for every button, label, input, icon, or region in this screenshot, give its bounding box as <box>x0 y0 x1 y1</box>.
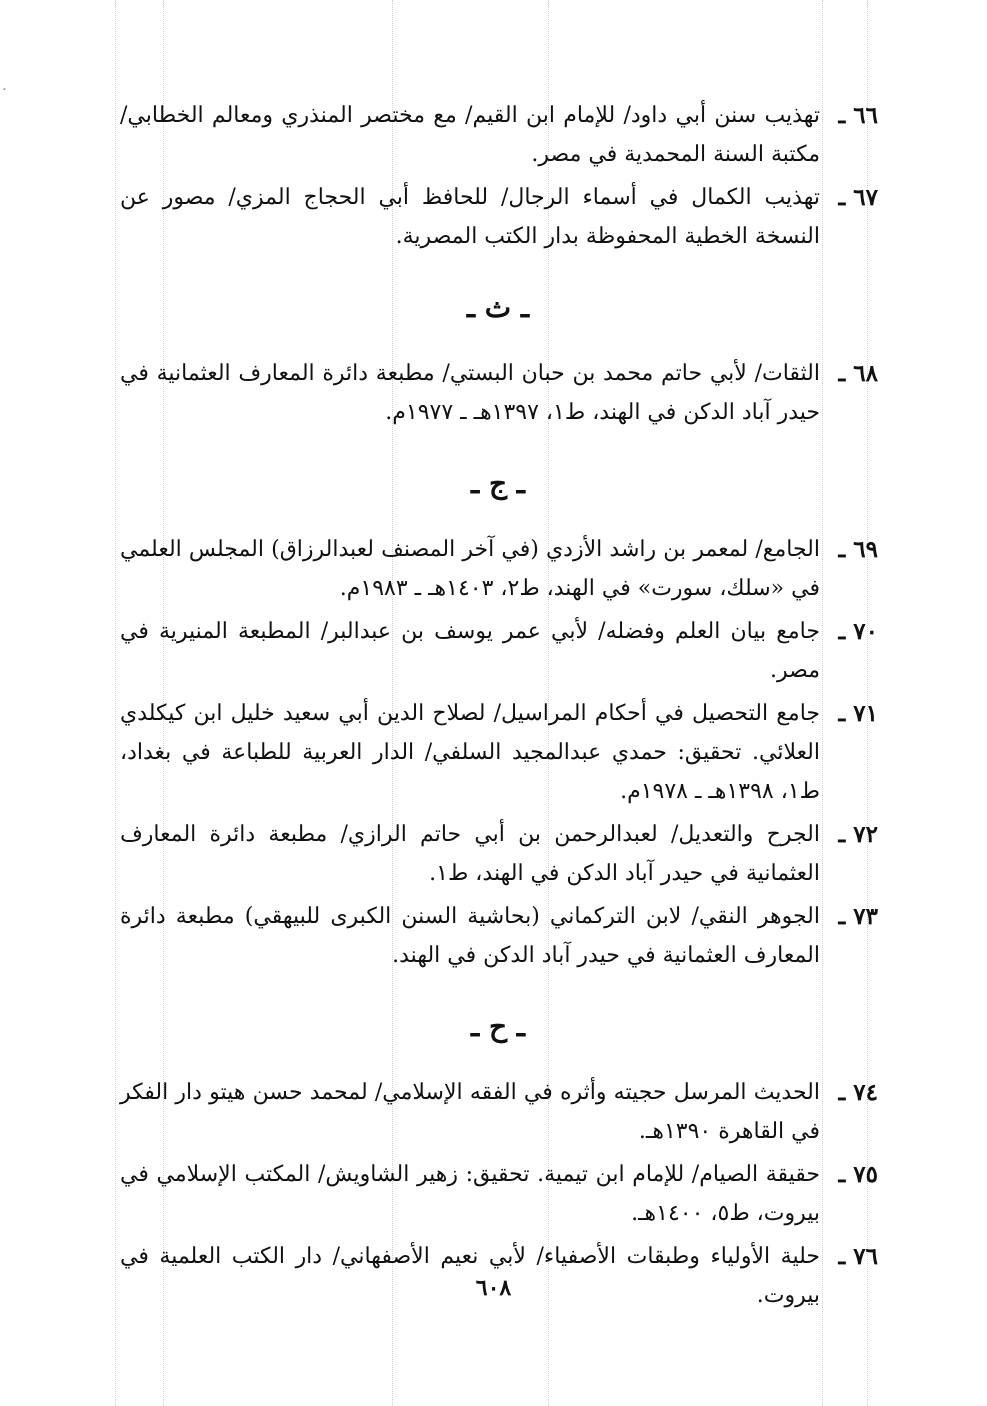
entry-number: ٦٦ ـ <box>838 102 878 129</box>
entry-text: جامع التحصيل في أحكام المراسيل/ لصلاح الدين أبي سعيد خليل ابن كيكلدي العلائي. تحقيق: حمدي عبدالمجيد السلفي/ الدار العربية للطباعة في بغداد، ط١، ١٣٩٨هـ ـ ١٩٧٨م. <box>120 701 820 804</box>
entry-text: الجوهر النقي/ لابن التركماني (بحاشية السنن الكبرى للبيهقي) مطبعة دائرة المعارف العثمانية في حيدر آباد الدكن في الهند. <box>120 904 820 968</box>
list-item <box>118 815 878 893</box>
entry-number: ٧٢ ـ <box>838 821 878 848</box>
list-item <box>118 694 878 811</box>
section-heading-jim: ـ ج ـ <box>471 467 525 500</box>
section-heading-ha: ـ ح ـ <box>471 1010 525 1043</box>
list-item <box>118 96 878 174</box>
scan-guide-line <box>115 0 116 1406</box>
list-item <box>118 1155 878 1233</box>
list-item <box>118 897 878 975</box>
page-number: ٦٠٨ <box>475 1275 512 1301</box>
entry-text: الحديث المرسل حجيته وأثره في الفقه الإسلامي/ لمحمد حسن هيتو دار الفكر في القاهرة ١٣٩٠هـ. <box>120 1080 820 1144</box>
list-item <box>118 530 878 608</box>
entry-text: جامع بيان العلم وفضله/ لأبي عمر يوسف بن عبدالبر/ المطبعة المنيرية في مصر. <box>120 619 820 683</box>
list-item <box>118 612 878 690</box>
entry-text: حقيقة الصيام/ للإمام ابن تيمية. تحقيق: زهير الشاويش/ المكتب الإسلامي في بيروت، ط٥، ١٤٠٠هـ. <box>120 1162 820 1226</box>
entry-number: ٧٤ ـ <box>838 1079 878 1106</box>
entry-text: تهذيب الكمال في أسماء الرجال/ للحافظ أبي الحجاج المزي/ مصور عن النسخة الخطية المحفوظة بدار الكتب المصرية. <box>120 185 820 249</box>
list-item <box>118 1073 878 1151</box>
entry-number: ٦٩ ـ <box>838 536 878 563</box>
entry-number: ٧٦ ـ <box>838 1243 878 1270</box>
bibliography-list <box>118 96 878 1319</box>
entry-number: ٧٣ ـ <box>838 903 878 930</box>
entry-number: ٦٧ ـ <box>838 184 878 211</box>
list-item <box>118 354 878 432</box>
entry-text: الجامع/ لمعمر بن راشد الأزدي (في آخر المصنف لعبدالرزاق) المجلس العلمي في «سلك، سورت» في الهند، ط٢، ١٤٠٣هـ ـ ١٩٨٣م. <box>120 537 820 601</box>
entry-number: ٧٥ ـ <box>838 1161 878 1188</box>
entry-number: ٧٠ ـ <box>838 618 878 645</box>
entry-text: حلية الأولياء وطبقات الأصفياء/ لأبي نعيم الأصفهاني/ دار الكتب العلمية في بيروت. <box>120 1244 820 1308</box>
section-heading-tha: ـ ث ـ <box>466 291 530 324</box>
entry-number: ٧١ ـ <box>838 700 878 727</box>
entry-text: تهذيب سنن أبي داود/ للإمام ابن القيم/ مع مختصر المنذري ومعالم الخطابي/ مكتبة السنة المحمدية في مصر. <box>120 103 820 167</box>
list-item <box>118 178 878 256</box>
entry-number: ٦٨ ـ <box>838 360 878 387</box>
entry-text: الجرح والتعديل/ لعبدالرحمن بن أبي حاتم الرازي/ مطبعة دائرة المعارف العثمانية في حيدر آباد الدكن في الهند، ط١. <box>120 822 820 886</box>
entry-text: الثقات/ لأبي حاتم محمد بن حبان البستي/ مطبعة دائرة المعارف العثمانية في حيدر آباد الدكن في الهند، ط١، ١٣٩٧هـ ـ ١٩٧٧م. <box>120 361 820 425</box>
